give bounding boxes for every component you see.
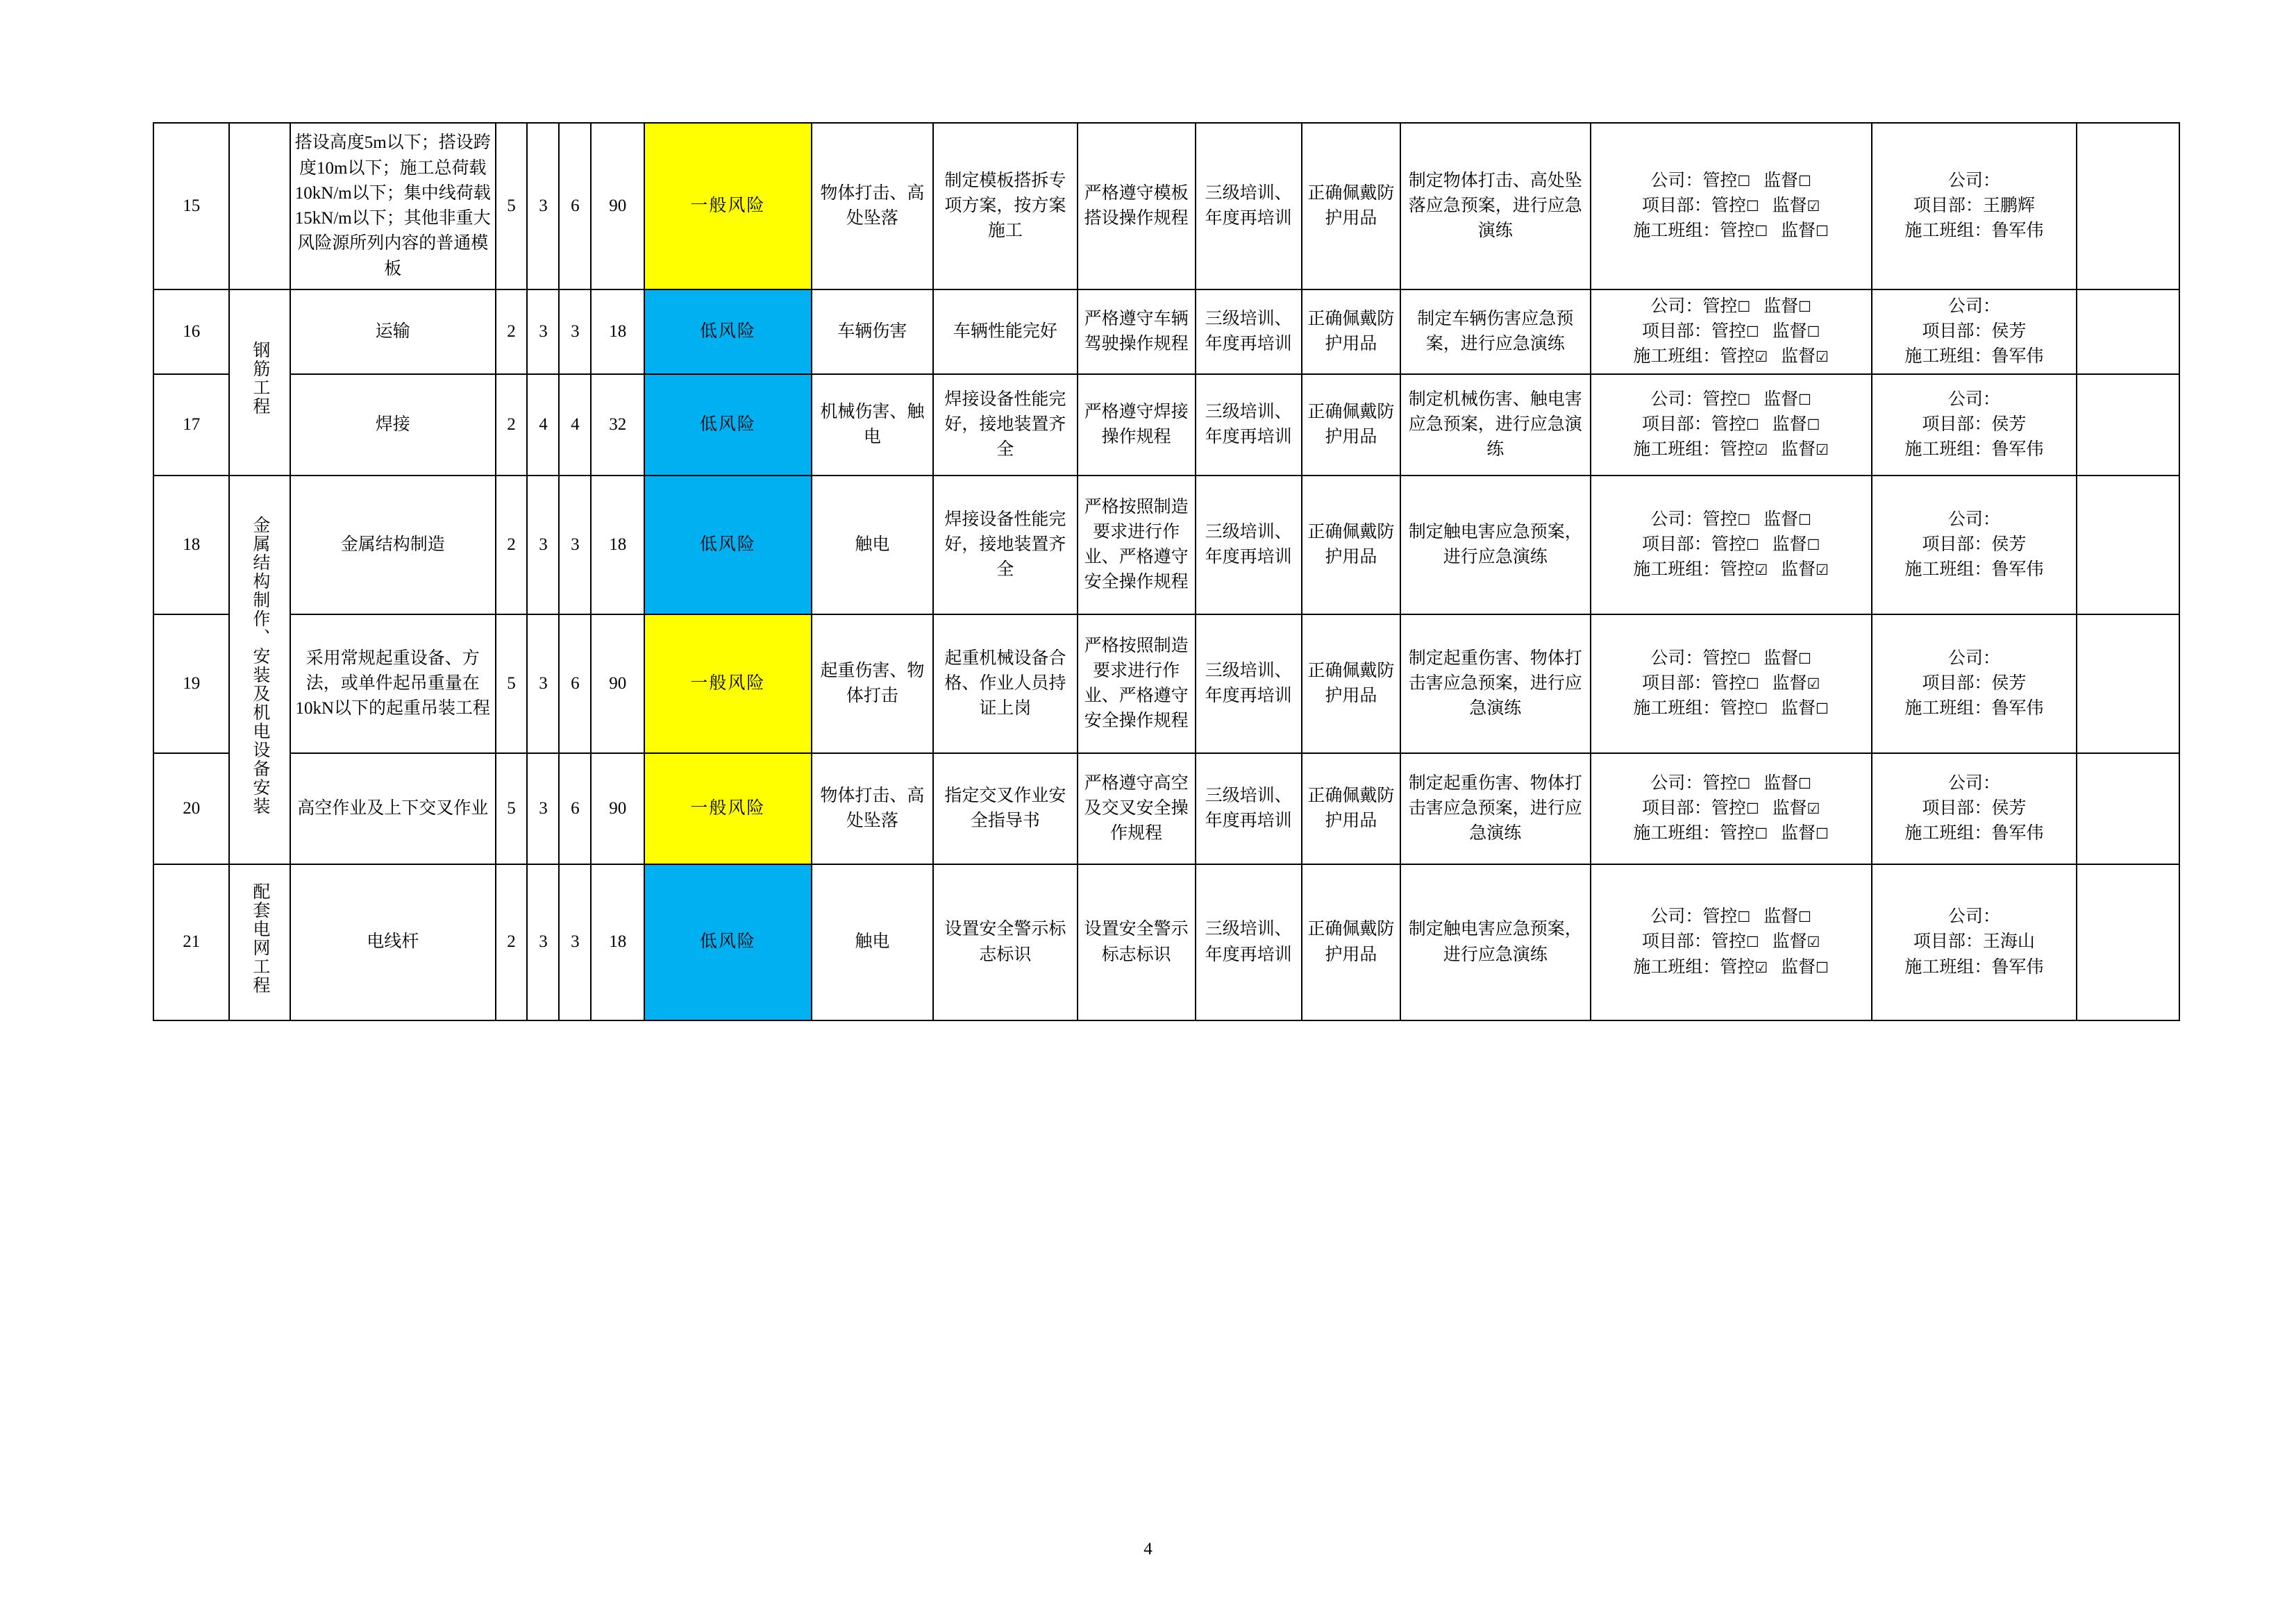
jiandu-checkbox[interactable]: 监督☑ (1780, 347, 1829, 367)
jiandu-checkbox[interactable]: 监督☐ (1780, 699, 1829, 718)
checklist-scope-label: 公司： (1650, 296, 1703, 316)
guankong-checkbox[interactable]: 管控☐ (1702, 907, 1751, 927)
guankong-checkbox[interactable]: 管控☐ (1711, 321, 1759, 341)
checklist-line (1594, 532, 1868, 557)
jiandu-checkbox[interactable]: 监督☐ (1780, 824, 1829, 843)
jiandu-checkbox[interactable]: 监督☐ (1763, 296, 1811, 316)
row-hazard: 机械伤害、触电 (812, 374, 933, 476)
row-training-measure: 三级培训、年度再培训 (1196, 614, 1302, 753)
row-training-measure: 三级培训、年度再培训 (1196, 289, 1302, 374)
row-ppe-measure: 正确佩戴防护用品 (1302, 753, 1400, 864)
checklist-scope-label: 公司： (1650, 773, 1703, 793)
row-number: 16 (153, 289, 229, 374)
checklist-spacer (1759, 799, 1773, 818)
row-emergency-measure: 制定车辆伤害应急预案，进行应急演练 (1400, 289, 1591, 374)
row-engineering-measure: 车辆性能完好 (933, 289, 1078, 374)
row-training-measure: 三级培训、年度再培训 (1196, 864, 1302, 1020)
row-management-measure: 严格按照制造要求进行作业、严格遵守安全操作规程 (1078, 614, 1196, 753)
checklist-scope-label: 项目部： (1641, 535, 1711, 554)
checklist-spacer (1750, 510, 1763, 529)
row-e-value: 3 (527, 476, 559, 614)
checklist-spacer (1759, 415, 1773, 434)
checklist-spacer (1750, 171, 1763, 190)
row-engineering-measure: 设置安全警示标志标识 (933, 864, 1078, 1020)
checklist-spacer (1750, 907, 1763, 926)
checklist-spacer (1750, 774, 1763, 793)
row-hazard: 起重伤害、物体打击 (812, 614, 933, 753)
checklist-line (1594, 955, 1868, 980)
jiandu-checkbox[interactable]: 监督☐ (1763, 907, 1811, 927)
row-category-label: 金属结构制作、安装及机电设备安装 (250, 516, 269, 816)
checklist-spacer (1759, 322, 1773, 341)
checklist-line (1594, 821, 1868, 846)
row-number: 17 (153, 374, 229, 476)
checklist-line (1594, 219, 1868, 244)
checklist-scope-label: 项目部： (1641, 321, 1711, 341)
jiandu-checkbox[interactable]: 监督☐ (1763, 171, 1811, 190)
checklist-line (1594, 169, 1868, 194)
row-engineering-measure: 制定模板搭拆专项方案，按方案施工 (933, 123, 1078, 289)
checklist-line (1594, 696, 1868, 721)
row-control-checklist[interactable] (1591, 374, 1872, 476)
checklist-spacer (1759, 674, 1773, 693)
row-remark (2077, 753, 2179, 864)
checklist-line (1594, 387, 1868, 412)
checklist-line (1594, 507, 1868, 532)
row-hazard: 触电 (812, 864, 933, 1020)
row-e-value: 3 (527, 614, 559, 753)
row-hazard: 车辆伤害 (812, 289, 933, 374)
table-row (153, 374, 2179, 476)
row-risk-level: 一般风险 (644, 614, 812, 753)
row-ppe-measure: 正确佩戴防护用品 (1302, 123, 1400, 289)
row-category-label: 钢筋工程 (250, 341, 269, 417)
guankong-checkbox[interactable]: 管控☐ (1720, 221, 1768, 241)
guankong-checkbox[interactable]: 管控☑ (1720, 440, 1768, 460)
row-control-checklist[interactable] (1591, 289, 1872, 374)
jiandu-checkbox[interactable]: 监督☑ (1772, 798, 1820, 818)
row-activity: 焊接 (290, 374, 496, 476)
row-hazard: 物体打击、高处坠落 (812, 123, 933, 289)
row-d-value: 90 (591, 753, 644, 864)
jiandu-checkbox[interactable]: 监督☐ (1780, 221, 1829, 241)
row-risk-level: 低风险 (644, 864, 812, 1020)
row-category (229, 864, 290, 1020)
checklist-line (1594, 344, 1868, 369)
row-remark (2077, 123, 2179, 289)
row-engineering-measure: 焊接设备性能完好，接地装置齐全 (933, 476, 1078, 614)
row-activity: 采用常规起重设备、方法，或单件起吊重量在10kN以下的起重吊装工程 (290, 614, 496, 753)
checklist-spacer (1768, 221, 1781, 240)
row-ppe-measure: 正确佩戴防护用品 (1302, 289, 1400, 374)
checklist-spacer (1768, 347, 1781, 366)
checklist-spacer (1768, 440, 1781, 459)
jiandu-checkbox[interactable]: 监督☐ (1772, 414, 1820, 434)
checklist-spacer (1750, 297, 1763, 316)
row-e-value: 3 (527, 753, 559, 864)
row-emergency-measure: 制定起重伤害、物体打击害应急预案，进行应急演练 (1400, 614, 1591, 753)
row-category (229, 476, 290, 864)
table-row (153, 123, 2179, 289)
checklist-scope-label: 项目部： (1641, 414, 1711, 434)
row-control-checklist[interactable] (1591, 753, 1872, 864)
row-d-value: 18 (591, 476, 644, 614)
table-body (153, 123, 2179, 1020)
checklist-scope-label: 项目部： (1641, 196, 1711, 215)
checklist-spacer (1750, 649, 1763, 668)
row-remark (2077, 614, 2179, 753)
row-management-measure: 严格遵守模板搭设操作规程 (1078, 123, 1196, 289)
guankong-checkbox[interactable]: 管控☐ (1702, 296, 1751, 316)
guankong-checkbox[interactable]: 管控☐ (1711, 196, 1759, 215)
row-category (229, 289, 290, 476)
row-emergency-measure: 制定物体打击、高处坠落应急预案，进行应急演练 (1400, 123, 1591, 289)
row-responsible-person: 公司： 项目部：侯芳 施工班组：鲁军伟 (1872, 289, 2077, 374)
row-risk-level: 一般风险 (644, 123, 812, 289)
guankong-checkbox[interactable]: 管控☑ (1720, 347, 1768, 367)
guankong-checkbox[interactable]: 管控☐ (1711, 414, 1759, 434)
row-hazard: 物体打击、高处坠落 (812, 753, 933, 864)
jiandu-checkbox[interactable]: 监督☐ (1772, 535, 1820, 554)
jiandu-checkbox[interactable]: 监督☑ (1780, 560, 1829, 580)
table-row (153, 864, 2179, 1020)
row-remark (2077, 289, 2179, 374)
checklist-line (1594, 930, 1868, 955)
row-number: 21 (153, 864, 229, 1020)
jiandu-checkbox[interactable]: 监督☑ (1780, 440, 1829, 460)
row-control-checklist[interactable] (1591, 123, 1872, 289)
row-responsible-person: 公司： 项目部：侯芳 施工班组：鲁军伟 (1872, 753, 2077, 864)
row-activity: 金属结构制造 (290, 476, 496, 614)
row-remark (2077, 476, 2179, 614)
guankong-checkbox[interactable]: 管控☐ (1702, 648, 1751, 668)
row-d-value: 18 (591, 864, 644, 1020)
row-e-value: 3 (527, 123, 559, 289)
row-l-value: 5 (496, 753, 528, 864)
row-c-value: 3 (559, 289, 591, 374)
jiandu-checkbox[interactable]: 监督☐ (1763, 648, 1811, 668)
guankong-checkbox[interactable]: 管控☑ (1720, 957, 1768, 977)
row-category (229, 123, 290, 289)
guankong-checkbox[interactable]: 管控☐ (1720, 824, 1768, 843)
row-responsible-person: 公司： 项目部：侯芳 施工班组：鲁军伟 (1872, 614, 2077, 753)
row-activity: 高空作业及上下交叉作业 (290, 753, 496, 864)
row-training-measure: 三级培训、年度再培训 (1196, 374, 1302, 476)
row-emergency-measure: 制定触电害应急预案，进行应急演练 (1400, 476, 1591, 614)
jiandu-checkbox[interactable]: 监督☑ (1772, 932, 1820, 952)
checklist-line (1594, 771, 1868, 796)
checklist-scope-label: 施工班组： (1633, 347, 1720, 367)
guankong-checkbox[interactable]: 管控☑ (1720, 560, 1768, 580)
row-activity: 运输 (290, 289, 496, 374)
guankong-checkbox[interactable]: 管控☐ (1702, 510, 1751, 529)
checklist-line (1594, 294, 1868, 319)
checklist-scope-label: 公司： (1650, 907, 1703, 927)
row-c-value: 6 (559, 614, 591, 753)
row-l-value: 2 (496, 476, 528, 614)
row-c-value: 3 (559, 476, 591, 614)
checklist-scope-label: 公司： (1650, 648, 1703, 668)
checklist-line (1594, 796, 1868, 821)
checklist-scope-label: 公司： (1650, 171, 1703, 190)
row-number: 19 (153, 614, 229, 753)
row-l-value: 2 (496, 864, 528, 1020)
row-c-value: 4 (559, 374, 591, 476)
checklist-line (1594, 194, 1868, 219)
row-risk-level: 低风险 (644, 476, 812, 614)
guankong-checkbox[interactable]: 管控☐ (1711, 535, 1759, 554)
page-number: 4 (1143, 1540, 1153, 1558)
checklist-spacer (1768, 824, 1781, 843)
table-row (153, 476, 2179, 614)
row-remark (2077, 864, 2179, 1020)
row-management-measure: 严格遵守焊接操作规程 (1078, 374, 1196, 476)
row-control-checklist[interactable] (1591, 614, 1872, 753)
checklist-line (1594, 646, 1868, 671)
row-ppe-measure: 正确佩戴防护用品 (1302, 864, 1400, 1020)
checklist-scope-label: 项目部： (1641, 932, 1711, 952)
row-c-value: 6 (559, 123, 591, 289)
row-management-measure: 设置安全警示标志标识 (1078, 864, 1196, 1020)
row-l-value: 5 (496, 614, 528, 753)
checklist-line (1594, 412, 1868, 437)
row-e-value: 3 (527, 864, 559, 1020)
row-control-checklist[interactable] (1591, 476, 1872, 614)
row-d-value: 18 (591, 289, 644, 374)
guankong-checkbox[interactable]: 管控☐ (1702, 171, 1751, 190)
table-row (153, 289, 2179, 374)
row-risk-level: 低风险 (644, 374, 812, 476)
row-d-value: 32 (591, 374, 644, 476)
row-activity: 搭设高度5m以下；搭设跨度10m以下；施工总荷载10kN/m以下；集中线荷载15kN/m以下；其他非重大风险源所列内容的普通模板 (290, 123, 496, 289)
row-l-value: 5 (496, 123, 528, 289)
jiandu-checkbox[interactable]: 监督☑ (1772, 196, 1820, 215)
row-l-value: 2 (496, 289, 528, 374)
table-row (153, 614, 2179, 753)
checklist-scope-label: 施工班组： (1633, 824, 1720, 843)
checklist-spacer (1768, 560, 1781, 579)
row-training-measure: 三级培训、年度再培训 (1196, 476, 1302, 614)
row-training-measure: 三级培训、年度再培训 (1196, 123, 1302, 289)
row-activity: 电线杆 (290, 864, 496, 1020)
row-risk-level: 一般风险 (644, 753, 812, 864)
table-row (153, 753, 2179, 864)
row-responsible-person: 公司： 项目部：侯芳 施工班组：鲁军伟 (1872, 476, 2077, 614)
row-control-checklist[interactable] (1591, 864, 1872, 1020)
row-d-value: 90 (591, 614, 644, 753)
guankong-checkbox[interactable]: 管控☐ (1702, 773, 1751, 793)
row-ppe-measure: 正确佩戴防护用品 (1302, 476, 1400, 614)
checklist-line (1594, 557, 1868, 582)
checklist-line (1594, 319, 1868, 344)
guankong-checkbox[interactable]: 管控☐ (1702, 389, 1751, 409)
checklist-spacer (1759, 196, 1773, 215)
checklist-spacer (1759, 932, 1773, 951)
checklist-scope-label: 施工班组： (1633, 440, 1720, 460)
row-emergency-measure: 制定触电害应急预案，进行应急演练 (1400, 864, 1591, 1020)
checklist-scope-label: 公司： (1650, 510, 1703, 529)
row-number: 15 (153, 123, 229, 289)
row-category-label: 配套电网工程 (250, 882, 269, 995)
row-e-value: 4 (527, 374, 559, 476)
jiandu-checkbox[interactable]: 监督☐ (1763, 389, 1811, 409)
guankong-checkbox[interactable]: 管控☐ (1720, 699, 1768, 718)
jiandu-checkbox[interactable]: 监督☑ (1772, 673, 1820, 693)
guankong-checkbox[interactable]: 管控☐ (1711, 673, 1759, 693)
row-risk-level: 低风险 (644, 289, 812, 374)
row-c-value: 6 (559, 753, 591, 864)
checklist-line (1594, 905, 1868, 930)
jiandu-checkbox[interactable]: 监督☐ (1780, 957, 1829, 977)
row-ppe-measure: 正确佩戴防护用品 (1302, 614, 1400, 753)
row-engineering-measure: 焊接设备性能完好，接地装置齐全 (933, 374, 1078, 476)
row-emergency-measure: 制定机械伤害、触电害应急预案，进行应急演练 (1400, 374, 1591, 476)
checklist-scope-label: 施工班组： (1633, 221, 1720, 241)
checklist-scope-label: 施工班组： (1633, 560, 1720, 580)
row-engineering-measure: 起重机械设备合格、作业人员持证上岗 (933, 614, 1078, 753)
row-number: 20 (153, 753, 229, 864)
checklist-scope-label: 项目部： (1641, 798, 1711, 818)
row-responsible-person: 公司： 项目部：王海山 施工班组：鲁军伟 (1872, 864, 2077, 1020)
row-c-value: 3 (559, 864, 591, 1020)
row-l-value: 2 (496, 374, 528, 476)
row-training-measure: 三级培训、年度再培训 (1196, 753, 1302, 864)
checklist-scope-label: 项目部： (1641, 673, 1711, 693)
row-hazard: 触电 (812, 476, 933, 614)
row-ppe-measure: 正确佩戴防护用品 (1302, 374, 1400, 476)
row-management-measure: 严格遵守高空及交叉安全操作规程 (1078, 753, 1196, 864)
risk-assessment-table (153, 122, 2180, 1021)
row-remark (2077, 374, 2179, 476)
checklist-scope-label: 公司： (1650, 389, 1703, 409)
row-management-measure: 严格按照制造要求进行作业、严格遵守安全操作规程 (1078, 476, 1196, 614)
checklist-scope-label: 施工班组： (1633, 699, 1720, 718)
checklist-scope-label: 施工班组： (1633, 957, 1720, 977)
row-engineering-measure: 指定交叉作业安全指导书 (933, 753, 1078, 864)
checklist-spacer (1750, 390, 1763, 409)
jiandu-checkbox[interactable]: 监督☐ (1763, 510, 1811, 529)
jiandu-checkbox[interactable]: 监督☐ (1763, 773, 1811, 793)
row-management-measure: 严格遵守车辆驾驶操作规程 (1078, 289, 1196, 374)
checklist-line (1594, 671, 1868, 696)
jiandu-checkbox[interactable]: 监督☐ (1772, 321, 1820, 341)
row-responsible-person: 公司： 项目部：侯芳 施工班组：鲁军伟 (1872, 374, 2077, 476)
row-e-value: 3 (527, 289, 559, 374)
checklist-spacer (1768, 699, 1781, 718)
checklist-spacer (1759, 535, 1773, 554)
checklist-spacer (1768, 958, 1781, 977)
guankong-checkbox[interactable]: 管控☐ (1711, 798, 1759, 818)
checklist-line (1594, 437, 1868, 462)
row-responsible-person: 公司： 项目部：王鹏辉 施工班组：鲁军伟 (1872, 123, 2077, 289)
row-number: 18 (153, 476, 229, 614)
row-emergency-measure: 制定起重伤害、物体打击害应急预案，进行应急演练 (1400, 753, 1591, 864)
guankong-checkbox[interactable]: 管控☐ (1711, 932, 1759, 952)
row-d-value: 90 (591, 123, 644, 289)
